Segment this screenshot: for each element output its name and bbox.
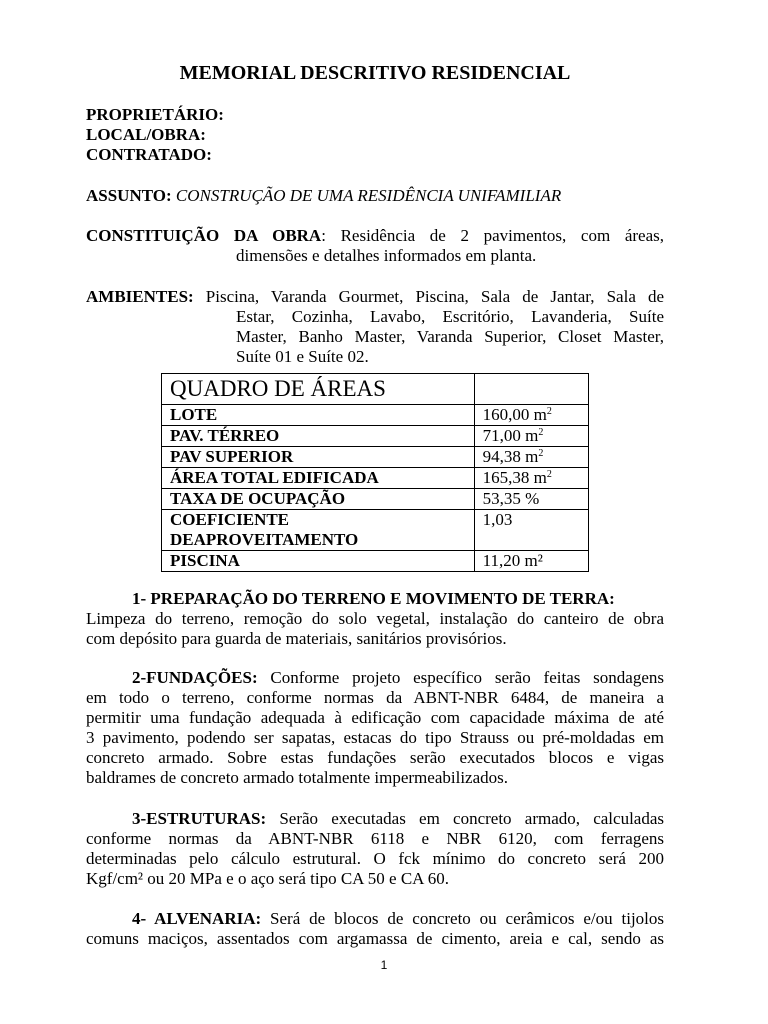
- section-first-line: [86, 668, 664, 688]
- area-label: [162, 510, 475, 551]
- area-label: PAV. TÉRREO: [162, 426, 475, 447]
- table-row: [162, 468, 589, 489]
- area-unit-sup: 2: [546, 406, 552, 417]
- area-label: PISCINA: [162, 551, 475, 572]
- areas-table-heading: QUADRO DE ÁREAS: [162, 374, 475, 405]
- section-line: Limpeza do terreno, remoção do solo vegetal, instalação do canteiro de obra: [86, 609, 664, 628]
- section-line: em todo o terreno, conforme normas da ABNT-NBR 6484, de maneira a: [86, 688, 664, 707]
- area-value: 11,20 m²: [474, 551, 588, 572]
- header-fields: [86, 105, 224, 165]
- table-row: [162, 405, 589, 426]
- construction-block: [86, 226, 664, 266]
- table-row: [162, 447, 589, 468]
- construction-label: CONSTITUIÇÃO DA OBRA: [86, 226, 322, 245]
- area-value: [474, 405, 588, 426]
- area-value-text: 160,00 m: [482, 405, 547, 424]
- subject-line: [86, 186, 561, 206]
- rooms-line-1: [86, 287, 664, 307]
- rooms-block: [86, 287, 664, 367]
- table-row: [162, 489, 589, 510]
- table-row: [162, 510, 589, 551]
- section-line: permitir uma fundação adequada à edificação com capacidade máxima de até: [86, 708, 664, 727]
- areas-table: [161, 373, 589, 572]
- rooms-line-3: Master, Banho Master, Varanda Superior, Closet Master,: [236, 327, 664, 346]
- rooms-label: AMBIENTES:: [86, 287, 194, 306]
- area-unit-sup: 2: [538, 448, 544, 459]
- section-heading: 3-ESTRUTURAS:: [132, 809, 267, 828]
- section-preparation: [86, 589, 664, 649]
- section-masonry: [86, 909, 664, 949]
- section-line: Kgf/cm² ou 20 MPa e o aço será tipo CA 50 e CA 60.: [86, 869, 449, 888]
- site-label: LOCAL/OBRA:: [86, 125, 206, 144]
- section-line: Conforme projeto específico serão feitas sondagens: [257, 668, 664, 687]
- construction-line-2: dimensões e detalhes informados em planta.: [236, 246, 537, 265]
- section-line: determinadas pelo cálculo estrutural. O fck mínimo do concreto será 200: [86, 849, 664, 868]
- areas-table-header: [162, 374, 589, 405]
- section-first-line: [86, 909, 664, 929]
- area-value: 53,35 %: [474, 489, 588, 510]
- area-label: LOTE: [162, 405, 475, 426]
- area-label: TAXA DE OCUPAÇÃO: [162, 489, 475, 510]
- section-heading: 2-FUNDAÇÕES:: [132, 668, 258, 687]
- section-line: comuns maciços, assentados com argamassa de cimento, areia e cal, sendo as: [86, 929, 664, 948]
- section-first-line: [86, 809, 664, 829]
- area-label: ÁREA TOTAL EDIFICADA: [162, 468, 475, 489]
- area-value: [474, 468, 588, 489]
- rooms-line-2: Estar, Cozinha, Lavabo, Escritório, Lavanderia, Suíte: [236, 307, 664, 326]
- rooms-continued: [86, 307, 664, 367]
- area-value-text: 165,38 m: [482, 468, 547, 487]
- section-foundations: [86, 668, 664, 788]
- section-line: Serão executadas em concreto armado, calculadas: [266, 809, 664, 828]
- table-row: [162, 551, 589, 572]
- area-label: PAV SUPERIOR: [162, 447, 475, 468]
- section-heading: 4- ALVENARIA:: [132, 909, 262, 928]
- owner-label: PROPRIETÁRIO:: [86, 105, 224, 124]
- section-line: Será de blocos de concreto ou cerâmicos e/ou tijolos: [261, 909, 665, 928]
- section-line: 3 pavimento, podendo ser sapatas, estacas do tipo Strauss ou pré-moldadas em: [86, 728, 664, 747]
- area-label-line-1: COEFICIENTE: [170, 510, 290, 529]
- area-value-text: 94,38 m: [482, 447, 539, 466]
- contractor-label: CONTRATADO:: [86, 145, 212, 164]
- page-number: 1: [380, 958, 388, 972]
- section-line: com depósito para guarda de materiais, sanitários provisórios.: [86, 629, 507, 648]
- subject-value: CONSTRUÇÃO DE UMA RESIDÊNCIA UNIFAMILIAR: [175, 186, 562, 205]
- section-heading: 1- PREPARAÇÃO DO TERRENO E MOVIMENTO DE TERRA:: [132, 589, 615, 608]
- section-line: baldrames de concreto armado totalmente impermeabilizados.: [86, 768, 508, 787]
- construction-text-1: : Residência de 2 pavimentos, com áreas,: [321, 226, 664, 245]
- area-label-line-2: DEAPROVEITAMENTO: [170, 530, 359, 549]
- section-structures: [86, 809, 664, 889]
- table-row: [162, 426, 589, 447]
- area-value-text: 71,00 m: [482, 426, 539, 445]
- rooms-line-4: Suíte 01 e Suíte 02.: [236, 347, 369, 366]
- areas-table-heading-empty: [474, 374, 588, 405]
- area-value: [474, 426, 588, 447]
- rooms-text-1: Piscina, Varanda Gourmet, Piscina, Sala de Jantar, Sala de: [205, 287, 664, 306]
- area-value: [474, 447, 588, 468]
- section-line: conforme normas da ABNT-NBR 6118 e NBR 6120, com ferragens: [86, 829, 664, 848]
- area-unit-sup: 2: [538, 427, 544, 438]
- construction-line-1: [86, 226, 664, 246]
- area-unit-sup: 2: [546, 469, 552, 480]
- page-title: MEMORIAL DESCRITIVO RESIDENCIAL: [179, 62, 571, 84]
- area-value: 1,03: [474, 510, 588, 551]
- subject-label: ASSUNTO:: [86, 186, 172, 205]
- section-line: concreto armado. Sobre estas fundações serão executados blocos e vigas: [86, 748, 664, 767]
